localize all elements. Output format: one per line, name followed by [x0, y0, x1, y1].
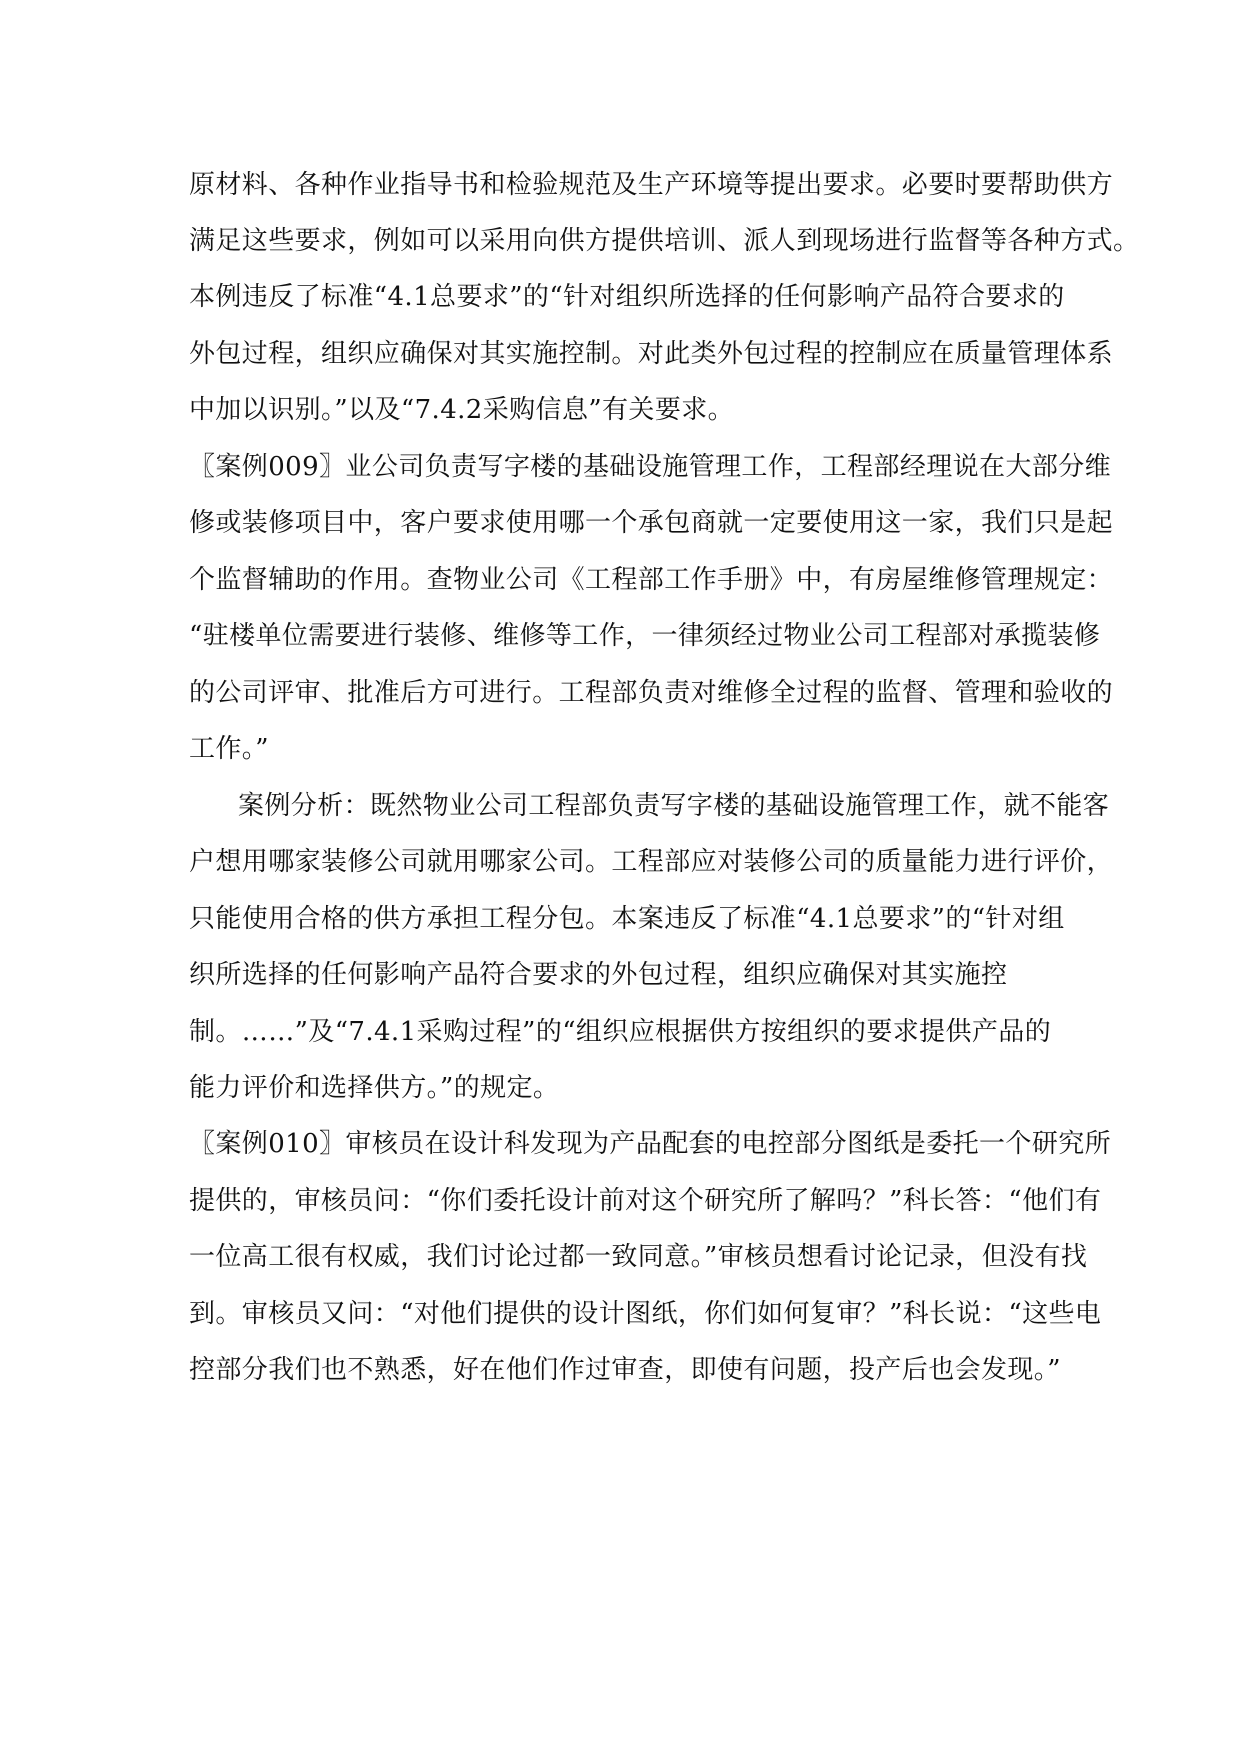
text-line: 到。审核员又问：“对他们提供的设计图纸，你们如何复审？”科长说：“这些电	[189, 1299, 1102, 1329]
text-line: 个监督辅助的作用。查物业公司《工程部工作手册》中，有房屋维修管理规定：	[189, 565, 1114, 595]
case-009-heading-line: 〖案例009〗业公司负责写字楼的基础设施管理工作，工程部经理说在大部分维	[189, 452, 1112, 482]
text-line: 工作。”	[189, 734, 269, 764]
text-line: 满足这些要求，例如可以采用向供方提供培训、派人到现场进行监督等各种方式。	[189, 226, 1140, 256]
text-line: 只能使用合格的供方承担工程分包。本案违反了标准“4.1总要求”的“针对组	[189, 904, 1065, 934]
text-line: 修或装修项目中，客户要求使用哪一个承包商就一定要使用这一家，我们只是起	[189, 508, 1114, 538]
text-line: 一位高工很有权威，我们讨论过都一致同意。”审核员想看讨论记录，但没有找	[189, 1242, 1088, 1272]
text-line: 控部分我们也不熟悉，好在他们作过审查，即使有问题，投产后也会发现。”	[189, 1355, 1061, 1385]
text-line: 制。……”及“7.4.1采购过程”的“组织应根据供方按组织的要求提供产品的	[189, 1017, 1052, 1047]
text-line: 户想用哪家装修公司就用哪家公司。工程部应对装修公司的质量能力进行评价，	[189, 847, 1114, 877]
text-line: 提供的，审核员问：“你们委托设计前对这个研究所了解吗？”科长答：“他们有	[189, 1186, 1102, 1216]
text-line: 中加以识别。”以及“7.4.2采购信息”有关要求。	[189, 395, 735, 425]
case-analysis-line: 案例分析：既然物业公司工程部负责写字楼的基础设施管理工作，就不能客	[238, 791, 1110, 821]
text-line: 织所选择的任何影响产品符合要求的外包过程，组织应确保对其实施控	[189, 960, 1008, 990]
text-line: 的公司评审、批准后方可进行。工程部负责对维修全过程的监督、管理和验收的	[189, 678, 1114, 708]
case-010-heading-line: 〖案例010〗审核员在设计科发现为产品配套的电控部分图纸是委托一个研究所	[189, 1129, 1112, 1159]
text-line: 原材料、各种作业指导书和检验规范及生产环境等提出要求。必要时要帮助供方	[189, 170, 1114, 200]
text-line: 能力评价和选择供方。”的规定。	[189, 1073, 560, 1103]
text-line: 本例违反了标准“4.1总要求”的“针对组织所选择的任何影响产品符合要求的	[189, 282, 1065, 312]
text-line: “驻楼单位需要进行装修、维修等工作，一律须经过物业公司工程部对承揽装修	[189, 621, 1101, 651]
text-line: 外包过程，组织应确保对其实施控制。对此类外包过程的控制应在质量管理体系	[189, 339, 1114, 369]
